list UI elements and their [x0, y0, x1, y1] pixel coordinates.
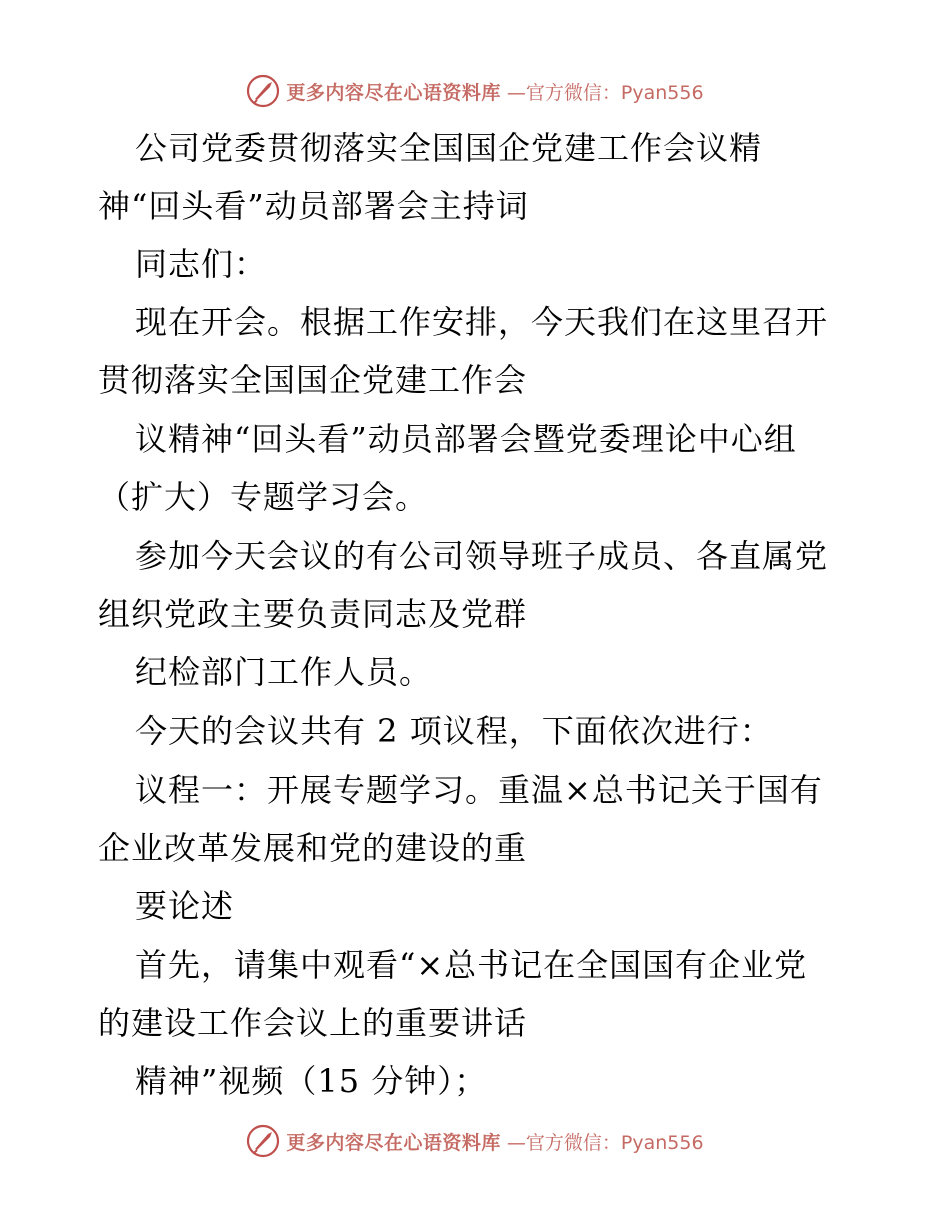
- quill-logo-icon: [246, 1124, 280, 1158]
- doc-line: 今天的会议共有 2 项议程，下面依次进行：: [135, 712, 773, 750]
- doc-line: 贯彻落实全国国企党建工作会: [98, 361, 528, 399]
- doc-line: 议精神“回头看”动员部署会暨党委理论中心组: [135, 420, 797, 458]
- doc-line: 公司党委贯彻落实全国国企党建工作会议精: [135, 129, 763, 167]
- doc-line: 议程一：开展专题学习。重温×总书记关于国有: [135, 771, 823, 809]
- watermark-contact: —官方微信：Pyan556: [506, 1131, 704, 1154]
- doc-line: 参加今天会议的有公司领导班子成员、各直属党: [135, 537, 829, 575]
- watermark-contact: —官方微信：Pyan556: [506, 81, 704, 104]
- doc-line: 现在开会。根据工作安排，今天我们在这里召开: [135, 303, 829, 341]
- footer-watermark: [0, 1124, 950, 1158]
- doc-line: 首先，请集中观看“×总书记在全国国有企业党: [135, 946, 808, 984]
- doc-line: 要论述: [135, 887, 235, 925]
- doc-line: 纪检部门工作人员。: [135, 653, 433, 691]
- doc-line: 同志们：: [135, 245, 268, 283]
- doc-line: 的建设工作会议上的重要讲话: [98, 1004, 528, 1042]
- doc-line: 组织党政主要负责同志及党群: [98, 595, 528, 633]
- watermark-brand: 更多内容尽在心语资料库: [286, 81, 501, 104]
- doc-line: 神“回头看”动员部署会主持词: [98, 187, 529, 225]
- doc-line: （扩大）专题学习会。: [98, 478, 429, 516]
- watermark-brand: 更多内容尽在心语资料库: [286, 1131, 501, 1154]
- doc-line: 精神”视频（15 分钟）；: [135, 1062, 488, 1100]
- doc-line: 企业改革发展和党的建设的重: [98, 829, 528, 867]
